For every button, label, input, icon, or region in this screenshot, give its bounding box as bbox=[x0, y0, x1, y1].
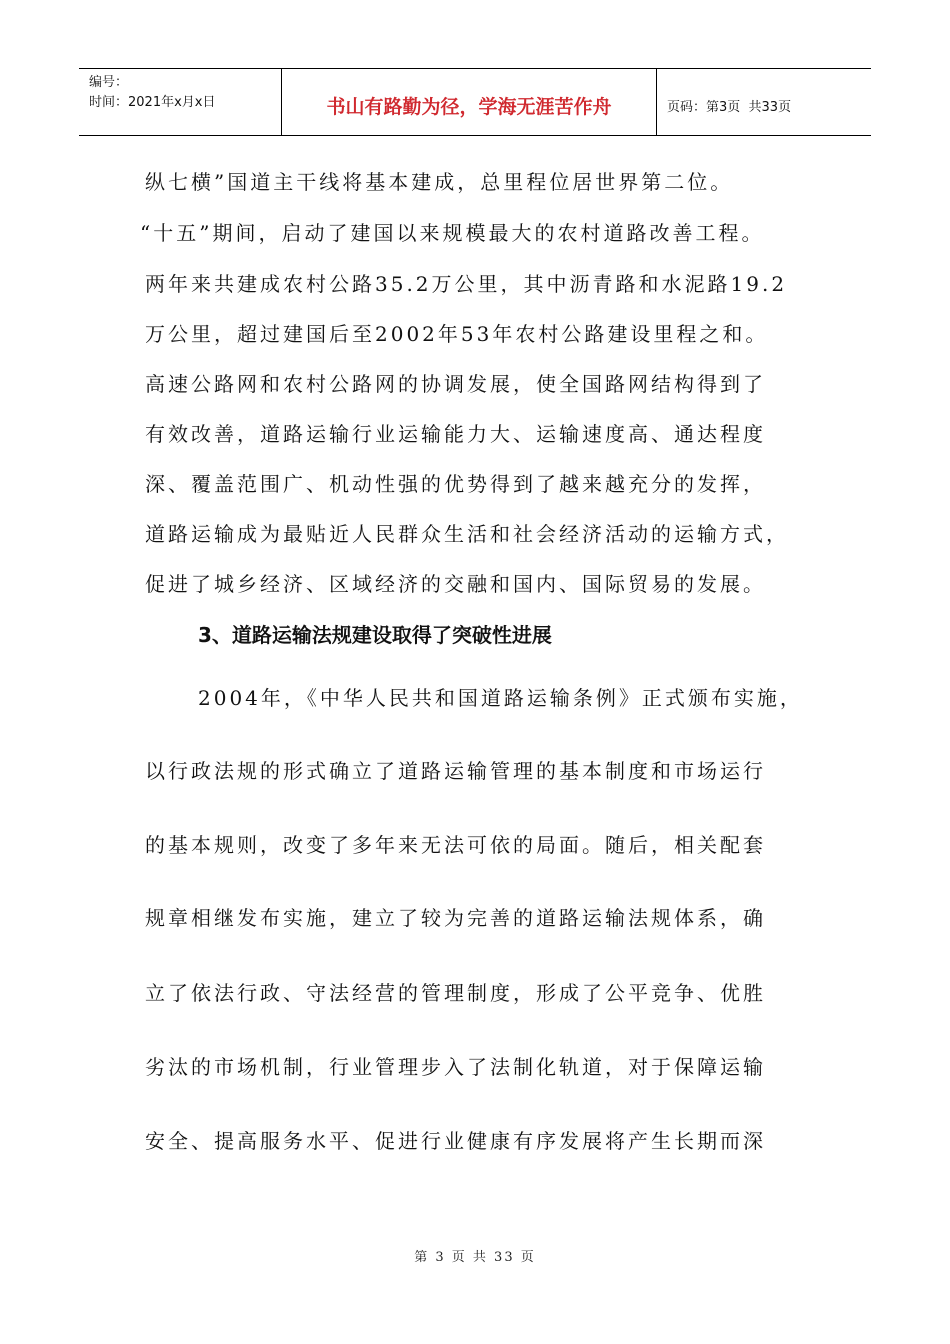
page-footer: 第 3 页 共 33 页 bbox=[414, 1250, 536, 1265]
header-page-info-text: 页码：第3页 共33页 bbox=[667, 99, 792, 115]
header-meta bbox=[79, 69, 282, 135]
paragraph1-line: 纵七横”国道主干线将基本建成，总里程位居世界第二位。 bbox=[145, 170, 734, 194]
paragraph2-line: 规章相继发布实施，建立了较为完善的道路运输法规体系，确 bbox=[145, 906, 766, 930]
paragraph2-line: 劣汰的市场机制，行业管理步入了法制化轨道，对于保障运输 bbox=[145, 1055, 766, 1079]
paragraph1-line: 道路运输成为最贴近人民群众生活和社会经济活动的运输方式， bbox=[145, 522, 789, 546]
document-number-label: 编号： bbox=[89, 75, 129, 90]
paragraph2-line: 以行政法规的形式确立了道路运输管理的基本制度和市场运行 bbox=[145, 759, 766, 783]
header-motto: 书山有路勤为径，学海无涯苦作舟 bbox=[282, 69, 657, 135]
paragraph1-line: 高速公路网和农村公路网的协调发展，使全国路网结构得到了 bbox=[145, 372, 766, 396]
document-time-label: 时间：2021年x月x日 bbox=[89, 95, 216, 110]
page-header bbox=[79, 68, 871, 136]
paragraph1-line: “十五”期间，启动了建国以来规模最大的农村道路改善工程。 bbox=[140, 221, 765, 245]
paragraph1-line: 有效改善，道路运输行业运输能力大、运输速度高、通达程度 bbox=[145, 422, 766, 446]
paragraph1-line: 深、覆盖范围广、机动性强的优势得到了越来越充分的发挥， bbox=[145, 472, 766, 496]
header-page-info bbox=[657, 69, 871, 135]
paragraph1-line: 促进了城乡经济、区域经济的交融和国内、国际贸易的发展。 bbox=[145, 572, 766, 596]
section-heading: 3、道路运输法规建设取得了突破性进展 bbox=[198, 623, 552, 647]
paragraph1-line: 两年来共建成农村公路35.2万公里，其中沥青路和水泥路19.2 bbox=[145, 272, 788, 296]
paragraph1-line: 万公里，超过建国后至2002年53年农村公路建设里程之和。 bbox=[145, 322, 769, 346]
paragraph2-line: 立了依法行政、守法经营的管理制度，形成了公平竞争、优胜 bbox=[145, 981, 766, 1005]
paragraph2-line: 的基本规则，改变了多年来无法可依的局面。随后，相关配套 bbox=[145, 833, 766, 857]
paragraph2-line: 安全、提高服务水平、促进行业健康有序发展将产生长期而深 bbox=[145, 1129, 766, 1153]
paragraph2-line: 2004年，《中华人民共和国道路运输条例》正式颁布实施， bbox=[198, 686, 803, 710]
